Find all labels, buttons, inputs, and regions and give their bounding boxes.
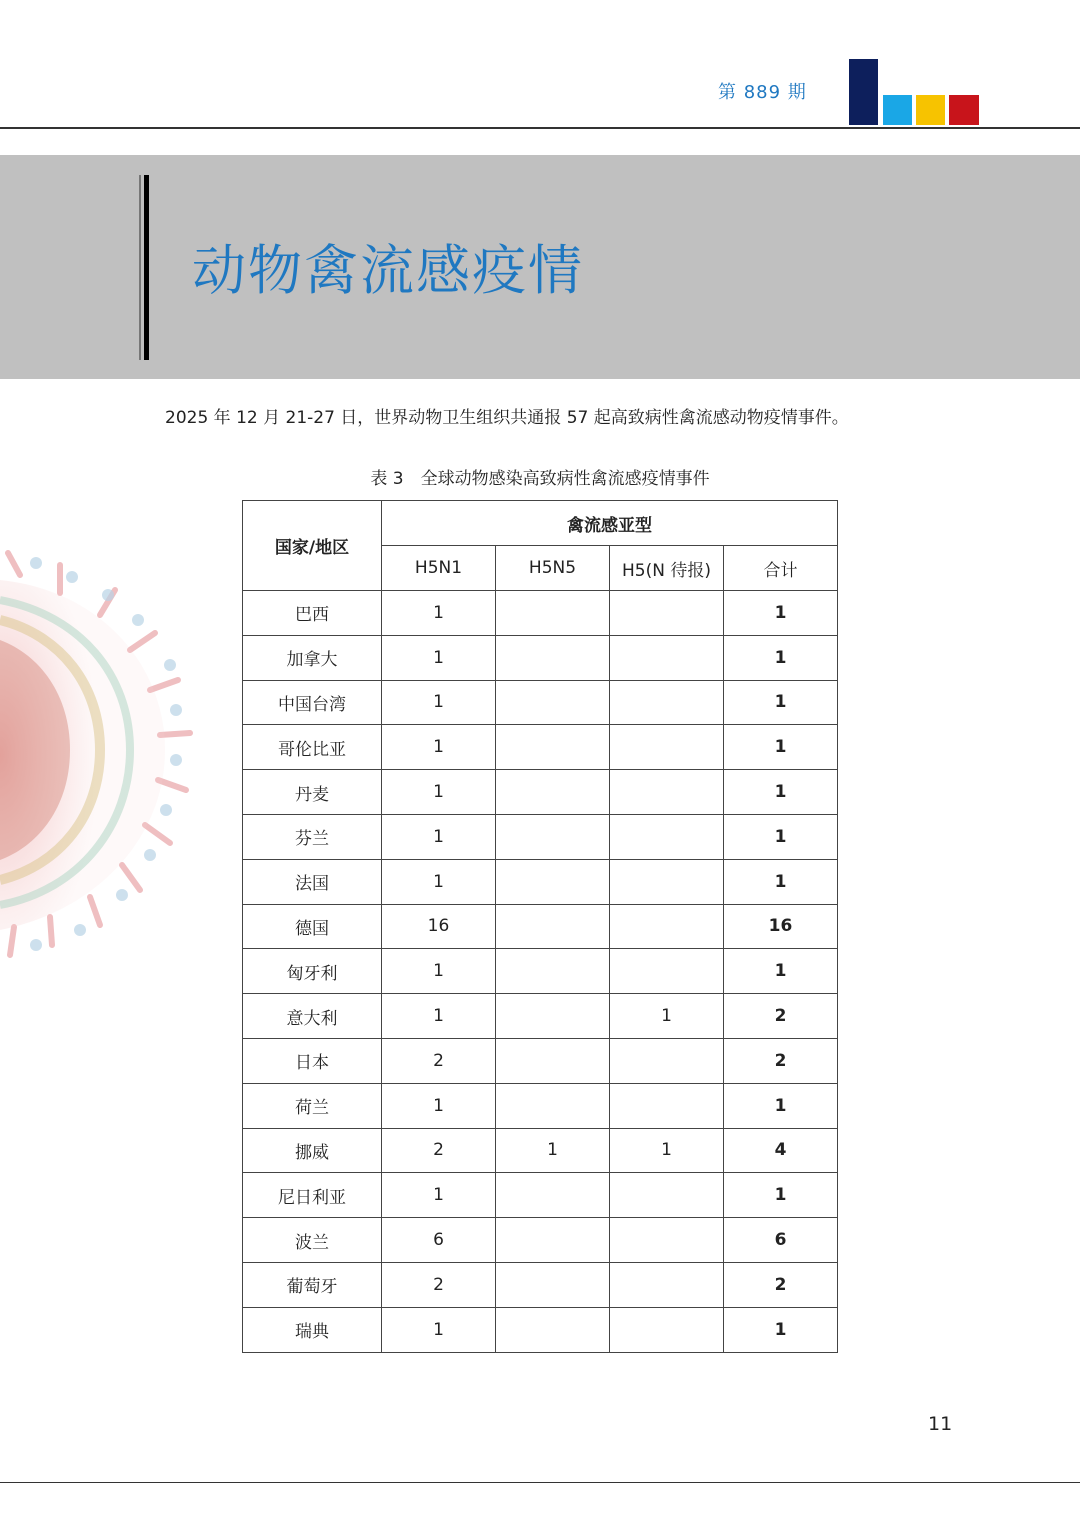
cell-total: 1 [724,1083,838,1128]
cell-h5n5 [496,859,610,904]
cell-total: 1 [724,814,838,859]
table-row [243,1128,838,1173]
cell-region: 瑞典 [243,1307,382,1352]
cell-h5n1: 1 [382,1307,496,1352]
cell-h5n5 [496,1173,610,1218]
cell-h5n1: 16 [382,904,496,949]
cell-region: 日本 [243,1038,382,1083]
table-caption: 表 3 全球动物感染高致病性禽流感疫情事件 [370,469,710,489]
cell-total: 2 [724,1038,838,1083]
cell-h5-pending [610,1173,724,1218]
header-h5n5: H5N5 [496,546,610,591]
cell-h5n1: 2 [382,1262,496,1307]
cell-total: 6 [724,1218,838,1263]
issue-number: 第 889 期 [718,82,807,103]
cell-h5-pending [610,1218,724,1263]
cell-h5n1: 2 [382,1128,496,1173]
cell-h5-pending [610,635,724,680]
table-row [243,635,838,680]
cell-h5n5 [496,770,610,815]
cell-region: 芬兰 [243,814,382,859]
cell-total: 4 [724,1128,838,1173]
cell-h5n5 [496,1218,610,1263]
cell-total: 1 [724,635,838,680]
cell-h5n5 [496,994,610,1039]
cell-h5n1: 1 [382,725,496,770]
cell-h5-pending [610,949,724,994]
table-row [243,725,838,770]
logo-block-yellow [916,95,945,125]
cell-h5n1: 1 [382,1083,496,1128]
cell-region: 加拿大 [243,635,382,680]
table-row [243,591,838,636]
cell-region: 法国 [243,859,382,904]
cell-h5-pending [610,591,724,636]
cell-h5n5 [496,904,610,949]
cell-total: 1 [724,1173,838,1218]
table-row [243,859,838,904]
cell-h5-pending [610,859,724,904]
cell-region: 挪威 [243,1128,382,1173]
cell-region: 中国台湾 [243,680,382,725]
footer-divider [0,1482,1080,1483]
cell-h5n5 [496,635,610,680]
cell-total: 16 [724,904,838,949]
cell-total: 2 [724,994,838,1039]
logo-block-cyan [883,95,912,125]
table-row [243,770,838,815]
cell-total: 1 [724,949,838,994]
cell-region: 丹麦 [243,770,382,815]
cell-h5-pending [610,725,724,770]
cell-region: 尼日利亚 [243,1173,382,1218]
table-row [243,1173,838,1218]
cell-total: 1 [724,680,838,725]
cell-h5-pending [610,1262,724,1307]
cell-region: 匈牙利 [243,949,382,994]
logo-block-navy [849,59,878,125]
cell-h5n1: 1 [382,635,496,680]
table-row [243,1307,838,1352]
cell-h5-pending [610,770,724,815]
header-total: 合计 [724,546,838,591]
cell-h5n5 [496,1038,610,1083]
header-divider [0,127,1080,129]
cell-h5n1: 1 [382,770,496,815]
cell-region: 哥伦比亚 [243,725,382,770]
header-h5-pending: H5(N 待报) [610,546,724,591]
header-subtype-group: 禽流感亚型 [382,501,838,546]
cell-h5n5 [496,725,610,770]
table-row [243,904,838,949]
cell-h5n5 [496,1262,610,1307]
cell-h5n1: 1 [382,680,496,725]
cell-h5-pending [610,680,724,725]
cell-region: 意大利 [243,994,382,1039]
cell-h5-pending: 1 [610,994,724,1039]
cell-region: 波兰 [243,1218,382,1263]
cell-region: 荷兰 [243,1083,382,1128]
logo-block-red [949,95,979,125]
table-row [243,680,838,725]
banner-accent-line [139,175,141,360]
page-number: 11 [928,1413,953,1435]
cell-region: 德国 [243,904,382,949]
cell-h5n1: 1 [382,949,496,994]
cell-h5n5 [496,949,610,994]
table-row [243,1262,838,1307]
cell-h5n5: 1 [496,1128,610,1173]
cell-h5n5 [496,1307,610,1352]
section-title: 动物禽流感疫情 [192,239,584,302]
cell-total: 2 [724,1262,838,1307]
cell-total: 1 [724,859,838,904]
cell-h5-pending [610,1307,724,1352]
outbreak-table [242,500,838,1353]
cell-total: 1 [724,770,838,815]
intro-paragraph: 2025 年 12 月 21-27 日，世界动物卫生组织共通报 57 起高致病性禽流感动物疫情事件。 [165,408,849,428]
table-row [243,1083,838,1128]
cell-h5-pending [610,1083,724,1128]
cell-h5n1: 1 [382,1173,496,1218]
cell-h5-pending [610,904,724,949]
cell-h5-pending [610,1038,724,1083]
cell-h5n5 [496,591,610,636]
cell-total: 1 [724,591,838,636]
cell-h5n1: 2 [382,1038,496,1083]
cell-h5n1: 1 [382,814,496,859]
banner-accent-bar [144,175,149,360]
cell-h5n5 [496,1083,610,1128]
cell-h5n1: 6 [382,1218,496,1263]
cell-h5-pending: 1 [610,1128,724,1173]
header-region: 国家/地区 [243,501,382,591]
cell-region: 巴西 [243,591,382,636]
table-body [243,591,838,1353]
virus-illustration [0,545,200,965]
cell-h5n1: 1 [382,591,496,636]
cell-h5n5 [496,814,610,859]
cell-h5n1: 1 [382,994,496,1039]
cell-total: 1 [724,1307,838,1352]
cell-h5n1: 1 [382,859,496,904]
table-row [243,1038,838,1083]
cell-region: 葡萄牙 [243,1262,382,1307]
table-row [243,1218,838,1263]
cell-total: 1 [724,725,838,770]
table-row [243,949,838,994]
table-row [243,994,838,1039]
table-row [243,814,838,859]
cell-h5-pending [610,814,724,859]
header-h5n1: H5N1 [382,546,496,591]
cell-h5n5 [496,680,610,725]
